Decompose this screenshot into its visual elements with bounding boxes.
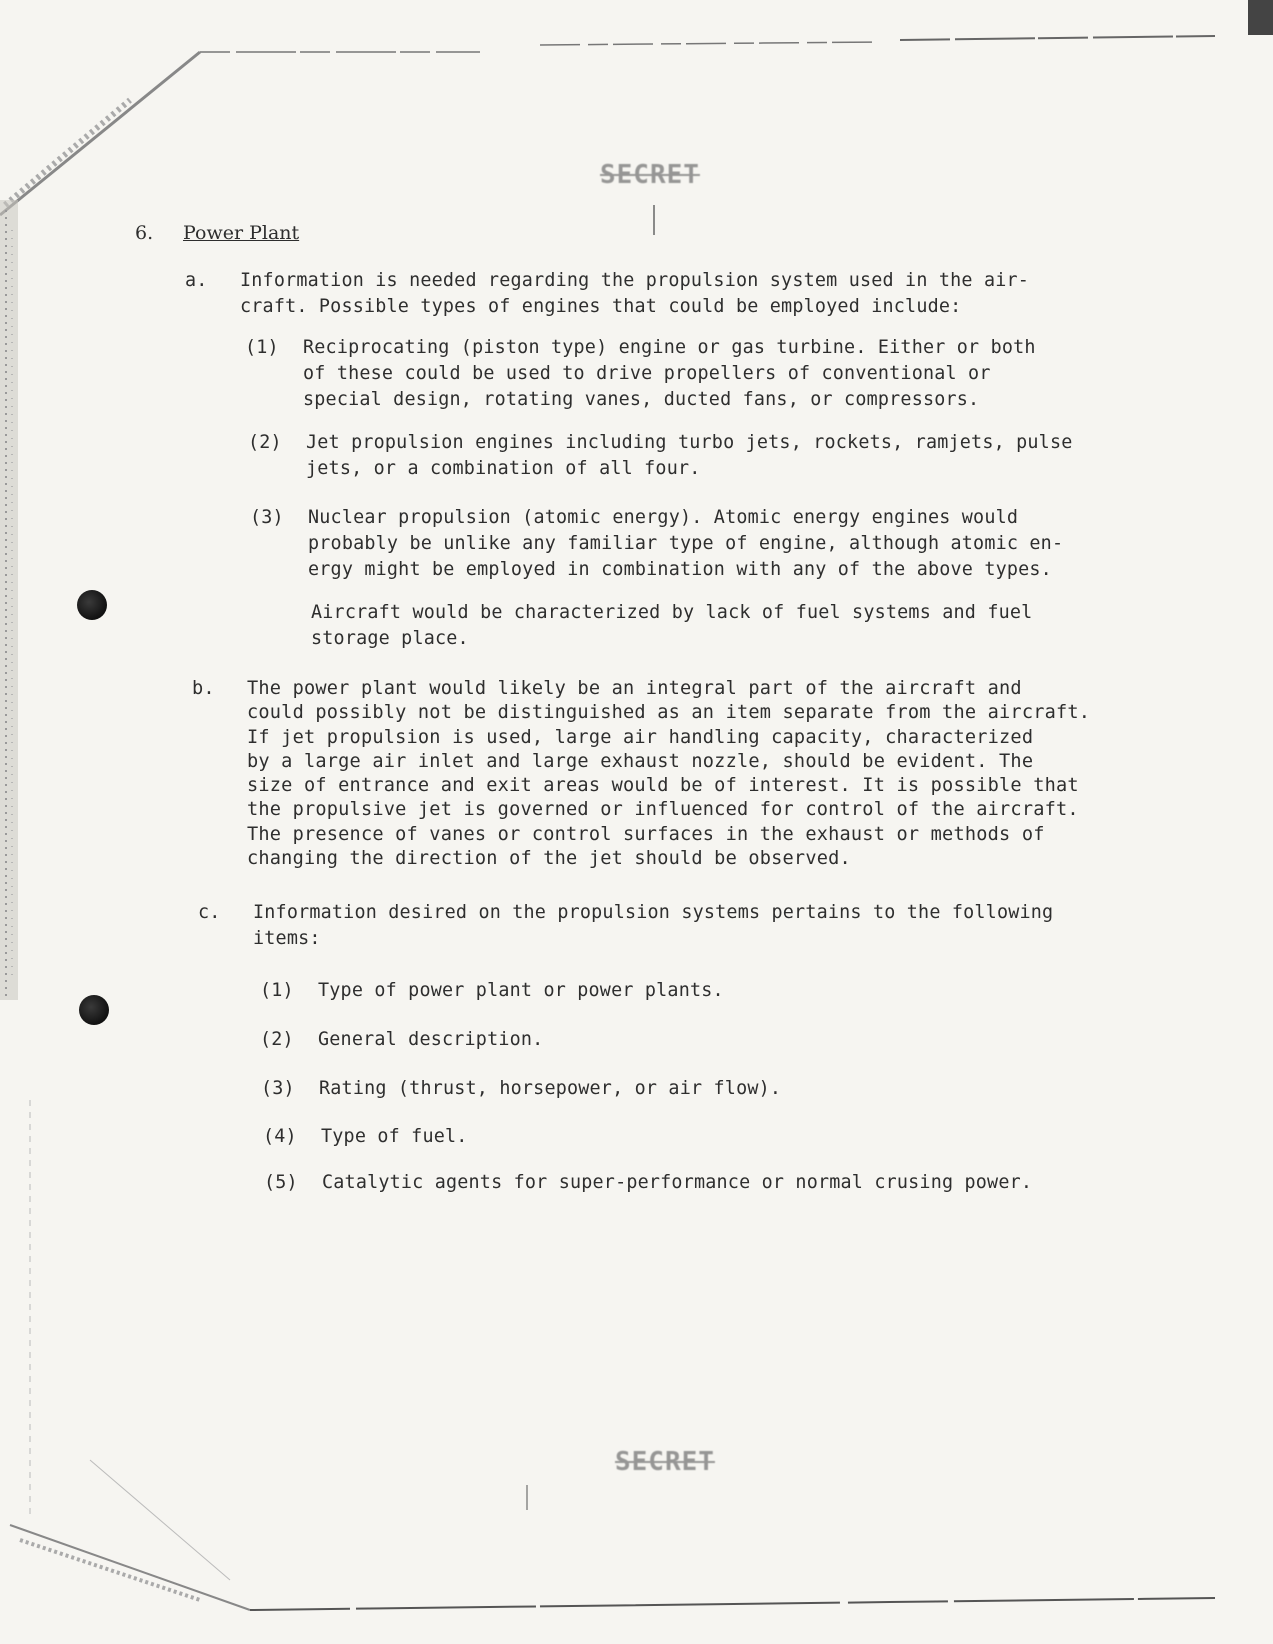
text-line: The power plant would likely be an integral part of the aircraft and (247, 678, 1022, 699)
text-line: General description. (318, 1029, 544, 1050)
text-line: items: (253, 928, 321, 949)
item-marker: (4) (263, 1126, 297, 1147)
punch-hole-lower (79, 995, 109, 1025)
item-marker: (2) (260, 1029, 294, 1050)
paragraph-a-item-3 (250, 505, 1064, 583)
text-line: Rating (thrust, horsepower, or air flow). (319, 1078, 782, 1099)
paragraph-c-item-1 (260, 978, 724, 1004)
paragraph-a (185, 268, 1030, 320)
item-marker: (2) (248, 432, 282, 453)
text-line: ergy might be employed in combination with any of the above types. (308, 559, 1052, 580)
paragraph-c-item-5 (264, 1170, 1033, 1196)
paragraph-c-item-4 (263, 1124, 468, 1150)
section-heading (135, 222, 299, 244)
paragraph-a-item-1 (245, 335, 1036, 413)
text-line: by a large air inlet and large exhaust nozzle, should be evident. The (247, 750, 1034, 772)
paragraph-a-item-2 (248, 430, 1073, 482)
text-line: Reciprocating (piston type) engine or gas turbine. Either or both (303, 337, 1036, 358)
text-line: storage place. (311, 628, 469, 649)
text-line: craft. Possible types of engines that could be employed include: (240, 296, 962, 317)
secret-stamp-top (600, 160, 700, 190)
text-line: Type of power plant or power plants. (318, 980, 724, 1001)
text-line: special design, rotating vanes, ducted fans, or compressors. (303, 389, 980, 410)
text-line: probably be unlike any familiar type of engine, although atomic en- (308, 533, 1064, 554)
paragraph-b (192, 677, 1091, 871)
item-marker: (1) (245, 337, 279, 358)
text-line: Type of fuel. (321, 1126, 468, 1147)
text-line: changing the direction of the jet should be observed. (247, 848, 851, 870)
item-marker: (1) (260, 980, 294, 1001)
text-line: Information is needed regarding the propulsion system used in the air- (240, 270, 1030, 291)
text-line: Information desired on the propulsion systems pertains to the following (253, 902, 1054, 923)
text-line: could possibly not be distinguished as an item separate from the aircraft. (247, 702, 1091, 724)
paragraph-c-item-3 (261, 1076, 782, 1102)
text-line: size of entrance and exit areas would be of interest. It is possible that (247, 775, 1079, 797)
text-line: the propulsive jet is governed or influenced for control of the aircraft. (247, 799, 1079, 821)
paragraph-a-item-3-note (311, 600, 1032, 652)
punch-hole-upper (77, 590, 107, 620)
secret-stamp-top-text: SECRET (600, 160, 700, 190)
text-line: Aircraft would be characterized by lack of fuel systems and fuel (311, 602, 1033, 623)
item-marker: (3) (261, 1078, 295, 1099)
secret-stamp-bottom-text: SECRET (615, 1447, 715, 1477)
text-line: If jet propulsion is used, large air handling capacity, characterized (247, 726, 1034, 748)
paragraph-c-item-2 (260, 1027, 544, 1053)
paragraph-c-marker: c. (198, 902, 221, 923)
paragraph-c (198, 900, 1054, 952)
text-line: Catalytic agents for super-performance or normal crusing power. (322, 1172, 1033, 1193)
text-line: jets, or a combination of all four. (306, 458, 701, 479)
section-number: 6. (135, 222, 154, 244)
text-line: Nuclear propulsion (atomic energy). Atomic energy engines would (308, 507, 1019, 528)
item-marker: (3) (250, 507, 284, 528)
text-line: Jet propulsion engines including turbo jets, rockets, ramjets, pulse (306, 432, 1073, 453)
paragraph-a-marker: a. (185, 270, 208, 291)
secret-stamp-bottom (615, 1447, 715, 1477)
text-line: The presence of vanes or control surfaces in the exhaust or methods of (247, 823, 1045, 845)
paragraph-b-marker: b. (192, 678, 215, 699)
section-title: Power Plant (183, 222, 300, 244)
text-line: of these could be used to drive propellers of conventional or (303, 363, 991, 384)
item-marker: (5) (264, 1172, 298, 1193)
